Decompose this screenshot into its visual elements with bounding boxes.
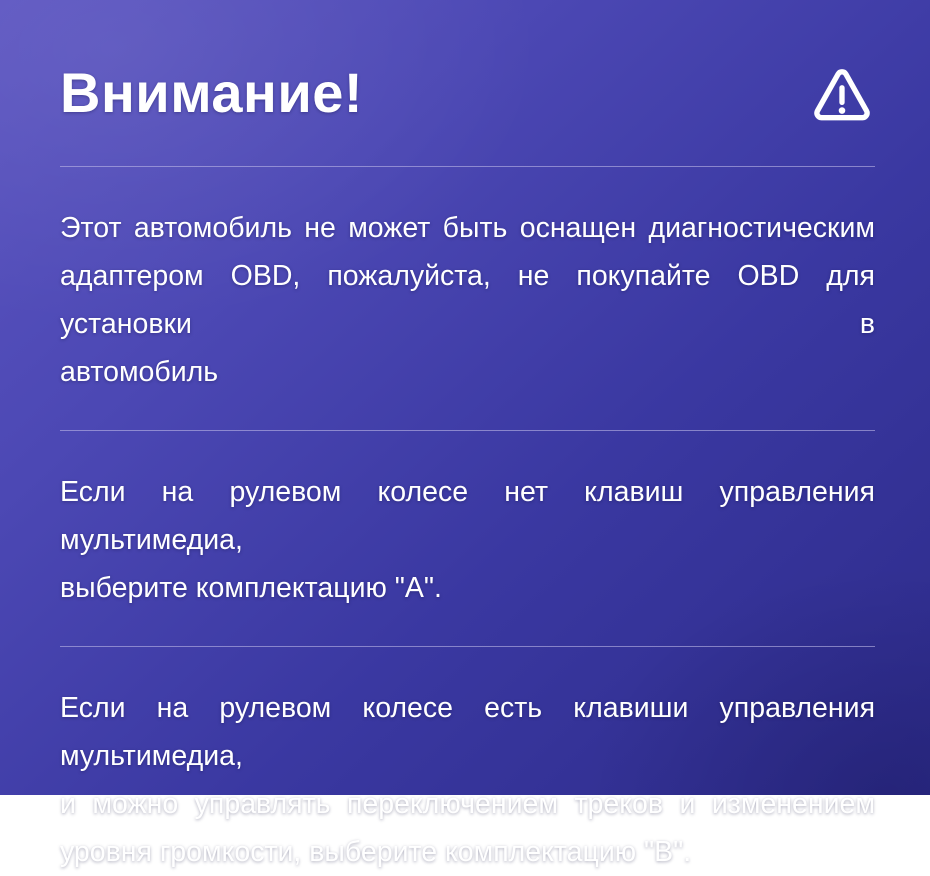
paragraph-line: автомобиль [60,356,219,388]
warning-triangle-icon [811,67,873,132]
paragraph-line: уровня громкости, выберите комплектацию "В". [60,836,692,868]
paragraph-obd-warning [60,204,875,396]
paragraph-line: Если на рулевом колесе есть клавиши управления мультимедиа, [60,692,875,772]
paragraph-line: адаптером OBD, пожалуйста, не покупайте OBD для установки в [60,260,875,340]
notice-header [60,61,875,132]
divider [60,166,875,167]
divider [60,646,875,647]
paragraph-line: Если на рулевом колесе нет клавиш управления мультимедиа, [60,476,875,556]
paragraph-trim-a [60,468,875,612]
divider [60,430,875,431]
page-title: Внимание! [60,61,364,124]
paragraph-line: выберите комплектацию "А". [60,572,442,604]
paragraph-line: Этот автомобиль не может быть оснащен диагностическим [60,212,875,244]
paragraph-line: и можно управлять переключением треков и изменением [60,788,875,820]
paragraph-trim-b [60,684,875,876]
